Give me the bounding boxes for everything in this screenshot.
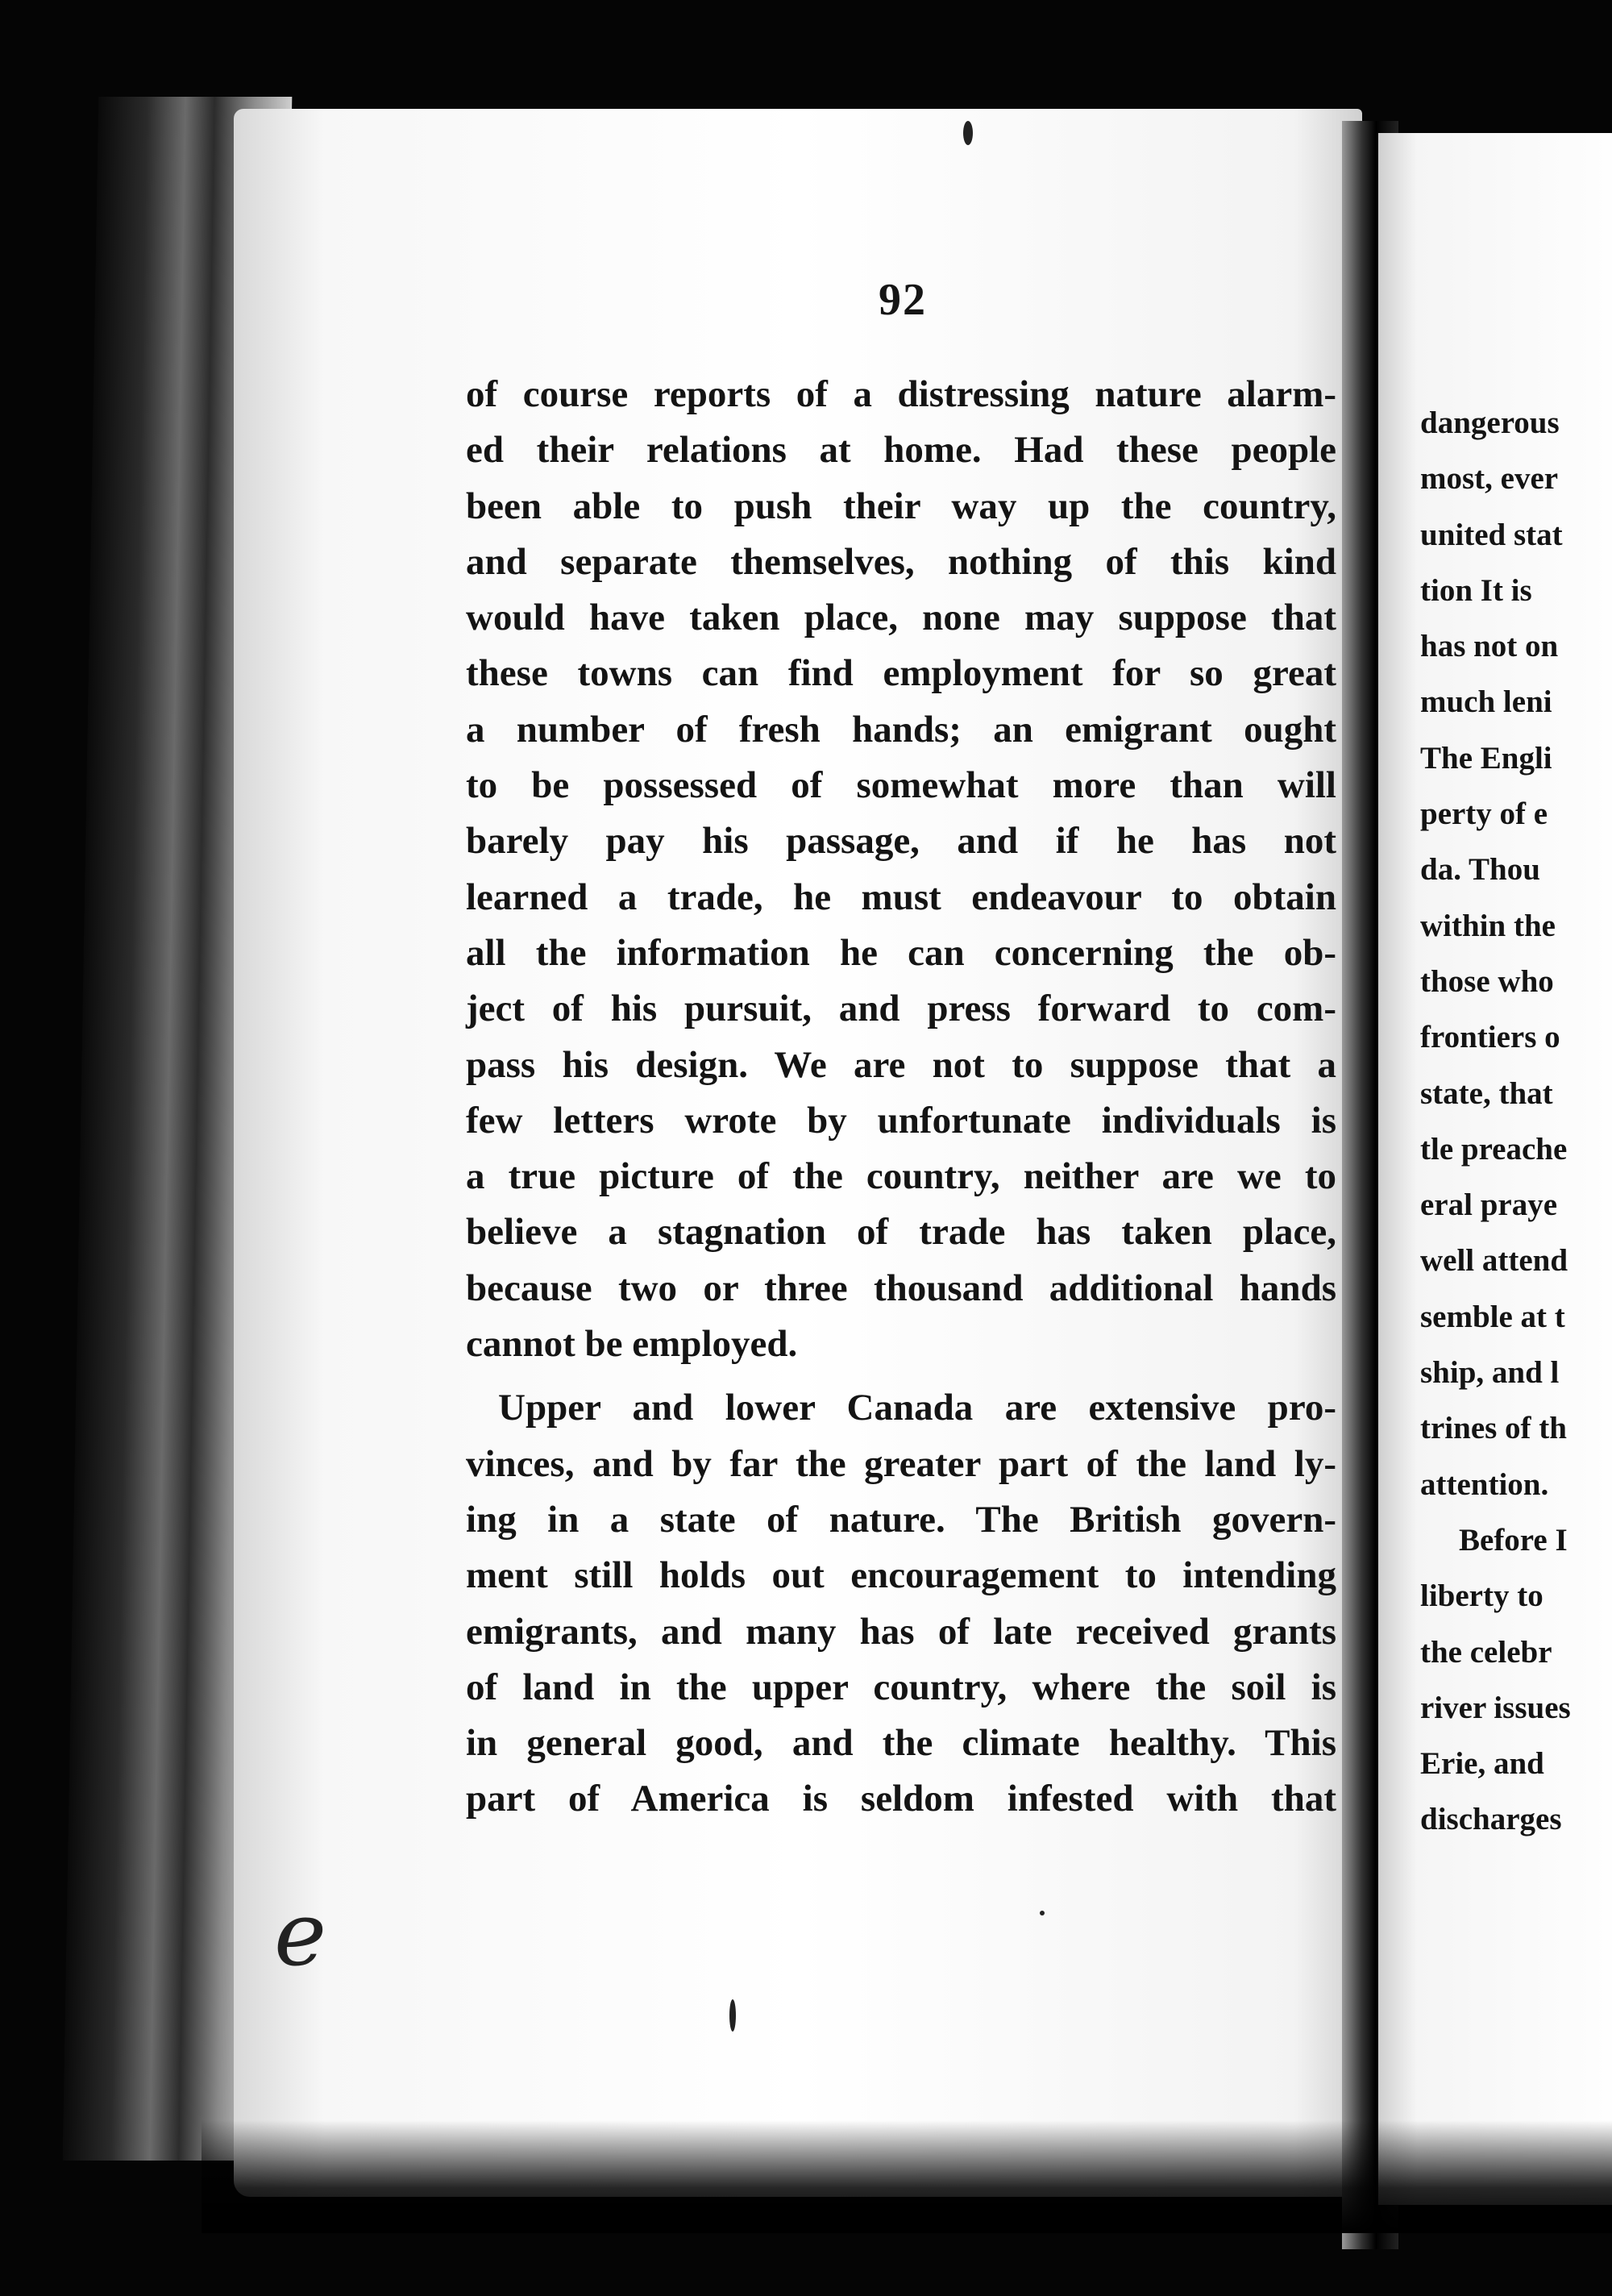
text-line: few letters wrote by unfortunate individuals is — [466, 1099, 1336, 1142]
text-line: state, that — [1420, 1075, 1553, 1111]
text-line: discharges — [1420, 1802, 1562, 1837]
text-line: liberty to — [1420, 1578, 1543, 1614]
ink-speck — [729, 1999, 736, 2032]
text-line: frontiers o — [1420, 1020, 1560, 1055]
text-line: vinces, and by far the greater part of the land ly- — [466, 1442, 1336, 1485]
text-line: eral praye — [1420, 1188, 1558, 1223]
text-line: within the — [1420, 908, 1556, 943]
text-line: Erie, and — [1420, 1746, 1544, 1782]
text-line: of course reports of a distressing nature alarm- — [466, 373, 1336, 415]
text-line: da. Thou — [1420, 852, 1540, 888]
text-line: trines of th — [1420, 1411, 1567, 1446]
text-line: much leni — [1420, 684, 1552, 720]
text-line: all the information he can concerning the ob- — [466, 931, 1336, 974]
text-line: pass his design. We are not to suppose that a — [466, 1043, 1336, 1086]
paragraph-gap — [466, 1372, 1336, 1380]
text-line: perty of e — [1420, 797, 1548, 832]
text-line: of land in the upper country, where the soil is — [466, 1666, 1336, 1708]
text-line: emigrants, and many has of late received grants — [466, 1610, 1336, 1653]
text-line: cannot be employed. — [466, 1323, 798, 1366]
text-line: united stat — [1420, 517, 1563, 552]
text-line: part of America is seldom infested with that — [466, 1778, 1336, 1820]
text-line: tle preache — [1420, 1131, 1568, 1167]
text-line: ing in a state of nature. The British govern- — [466, 1498, 1336, 1541]
text-line: been able to push their way up the country, — [466, 485, 1336, 527]
text-line: ject of his pursuit, and press forward to com- — [466, 988, 1336, 1030]
left-page-text — [466, 367, 1336, 1828]
text-line: would have taken place, none may suppose that — [466, 597, 1336, 639]
text-line: those who — [1420, 963, 1554, 999]
text-line: and separate themselves, nothing of this kind — [466, 540, 1336, 583]
text-line: dangerous — [1420, 406, 1560, 440]
text-line: believe a stagnation of trade has taken place, — [466, 1211, 1336, 1254]
text-line: Upper and lower Canada are extensive pro- — [498, 1387, 1336, 1429]
ink-speck — [1040, 1911, 1045, 1915]
text-line: Before I — [1459, 1522, 1568, 1558]
ink-speck — [963, 121, 973, 145]
bottom-shadow — [202, 2120, 1612, 2233]
text-line: to be possessed of somewhat more than will — [466, 764, 1336, 807]
text-line: semble at t — [1420, 1299, 1565, 1334]
text-line: learned a trade, he must endeavour to obtain — [466, 876, 1336, 918]
text-line: most, ever — [1420, 461, 1559, 497]
text-line: ment still holds out encouragement to intending — [466, 1554, 1336, 1597]
text-line: well attend — [1420, 1243, 1568, 1279]
text-line: in general good, and the climate healthy. This — [466, 1722, 1336, 1765]
text-line: attention. — [1420, 1466, 1549, 1502]
text-line: a true picture of the country, neither are we to — [466, 1155, 1336, 1198]
text-line: ship, and l — [1420, 1355, 1560, 1391]
text-line: ed their relations at home. Had these people — [466, 429, 1336, 472]
handwritten-margin-mark: e — [274, 1882, 327, 1986]
text-line: has not on — [1420, 629, 1559, 664]
text-line: a number of fresh hands; an emigrant ought — [466, 708, 1336, 751]
page-number: 92 — [879, 275, 927, 325]
text-line: because two or three thousand additional hands — [466, 1267, 1336, 1309]
text-line: The Engli — [1420, 740, 1552, 776]
text-line: the celebr — [1420, 1634, 1552, 1670]
text-line: barely pay his passage, and if he has not — [466, 820, 1336, 863]
text-line: river issues — [1420, 1690, 1571, 1725]
text-line: these towns can find employment for so great — [466, 652, 1336, 695]
text-line: tion It is — [1420, 572, 1532, 608]
right-page-text — [1420, 395, 1612, 1848]
